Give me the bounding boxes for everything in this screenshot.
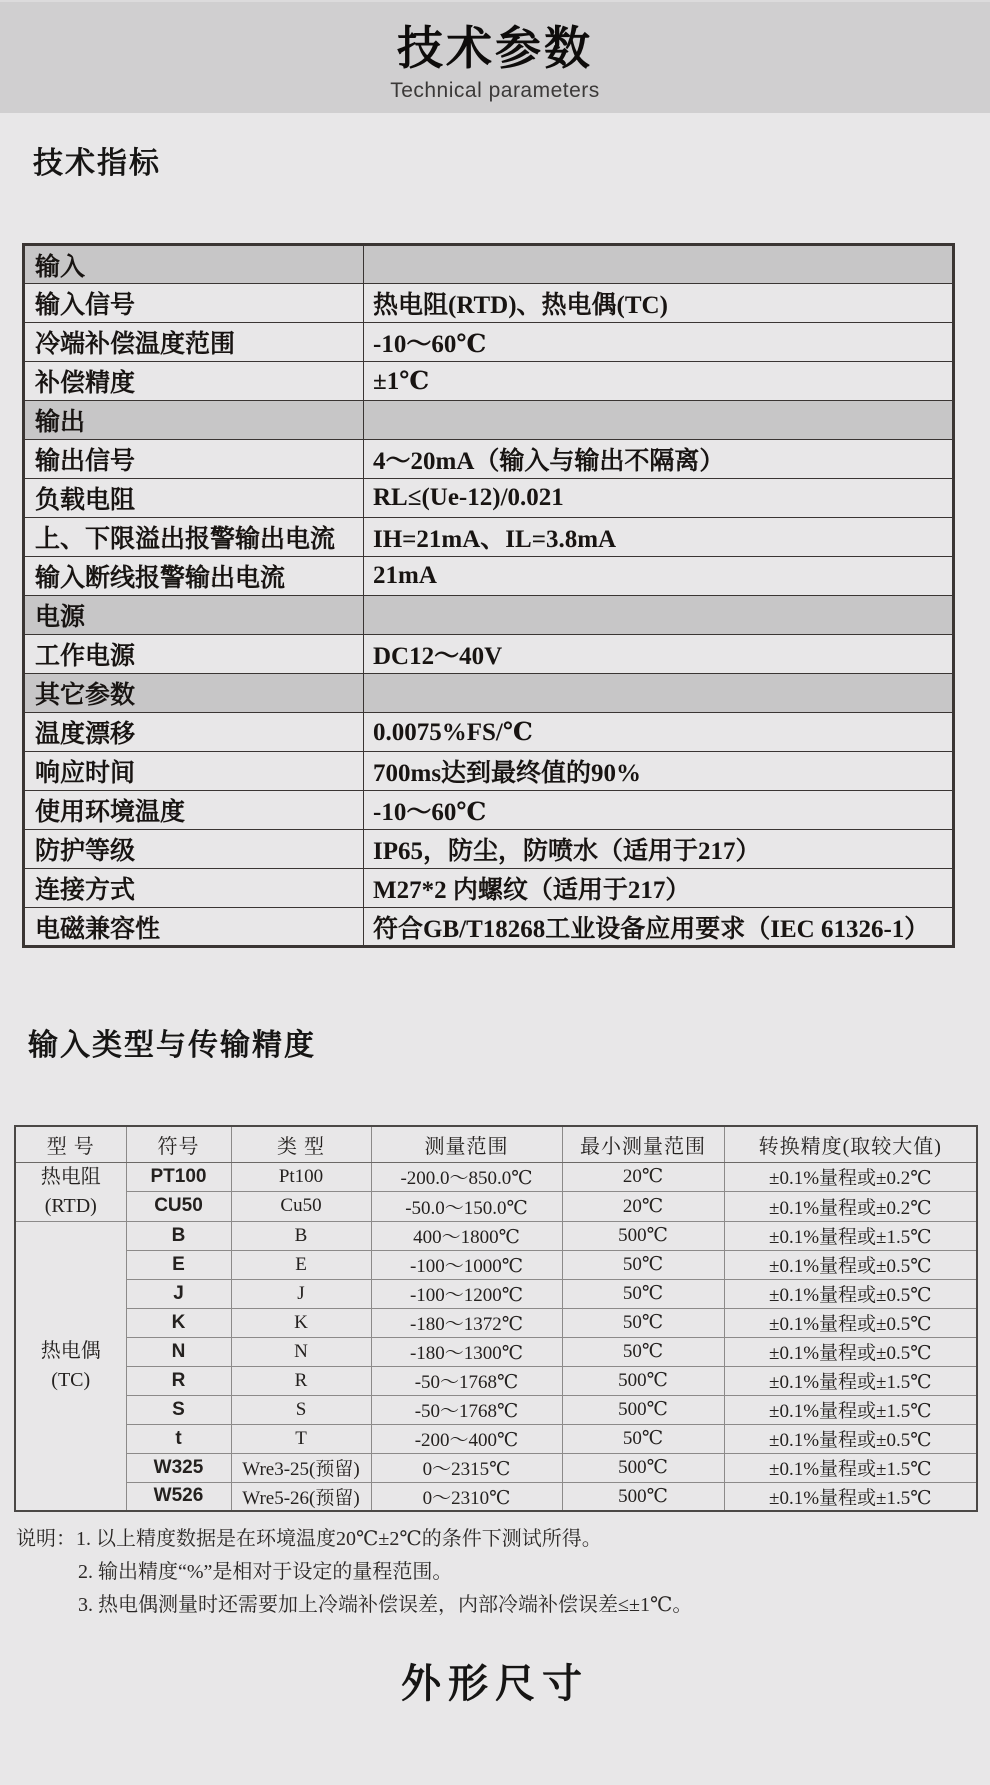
spec-value: 4～20mA（输入与输出不隔离）	[364, 440, 954, 479]
spec-value: IH=21mA、IL=3.8mA	[364, 518, 954, 557]
accuracy-header-row	[15, 1126, 977, 1162]
cell-range: -50.0～150.0℃	[371, 1192, 562, 1222]
spec-value: 21mA	[364, 557, 954, 596]
cell-accuracy: ±0.1%量程或±0.2℃	[724, 1192, 977, 1222]
page-banner	[0, 0, 990, 113]
cell-symbol: B	[126, 1221, 231, 1250]
cell-symbol: K	[126, 1308, 231, 1337]
spec-label: 输入断线报警输出电流	[24, 557, 364, 596]
cell-type: B	[231, 1221, 371, 1250]
cell-type: K	[231, 1308, 371, 1337]
cell-accuracy: ±0.1%量程或±1.5℃	[724, 1482, 977, 1511]
accuracy-row	[15, 1279, 977, 1308]
cell-accuracy: ±0.1%量程或±0.5℃	[724, 1279, 977, 1308]
accuracy-row	[15, 1424, 977, 1453]
spec-section-label: 输入	[24, 245, 364, 284]
spec-label: 工作电源	[24, 635, 364, 674]
spec-value: DC12～40V	[364, 635, 954, 674]
notes-block	[16, 1523, 966, 1622]
cell-symbol: PT100	[126, 1162, 231, 1192]
accuracy-row	[15, 1192, 977, 1222]
cell-range: -180～1372℃	[371, 1308, 562, 1337]
cell-min-range: 50℃	[562, 1424, 724, 1453]
spec-row	[24, 791, 954, 830]
cell-min-range: 20℃	[562, 1192, 724, 1222]
spec-value: -10～60℃	[364, 323, 954, 362]
cell-accuracy: ±0.1%量程或±1.5℃	[724, 1453, 977, 1482]
spec-section-label: 输出	[24, 401, 364, 440]
col-header-accuracy: 转换精度(取较大值)	[724, 1126, 977, 1162]
spec-table	[22, 243, 955, 948]
spec-label: 输入信号	[24, 284, 364, 323]
spec-value: IP65，防尘，防喷水（适用于217）	[364, 830, 954, 869]
spec-section-row	[24, 245, 954, 284]
spec-value: RL≤(Ue-12)/0.021	[364, 479, 954, 518]
cell-symbol: J	[126, 1279, 231, 1308]
spec-label: 响应时间	[24, 752, 364, 791]
spec-value: 热电阻(RTD)、热电偶(TC)	[364, 284, 954, 323]
col-header-model: 型 号	[15, 1126, 126, 1162]
cell-min-range: 500℃	[562, 1221, 724, 1250]
cell-type: Pt100	[231, 1162, 371, 1192]
note-line-3: 3. 热电偶测量时还需要加上冷端补偿误差，内部冷端补偿误差≤±1℃。	[78, 1594, 693, 1616]
cell-symbol: N	[126, 1337, 231, 1366]
spec-value: -10～60℃	[364, 791, 954, 830]
spec-section-label: 电源	[24, 596, 364, 635]
spec-label: 连接方式	[24, 869, 364, 908]
spec-label: 使用环境温度	[24, 791, 364, 830]
spec-value: 符合GB/T18268工业设备应用要求（IEC 61326-1）	[364, 908, 954, 947]
cell-accuracy: ±0.1%量程或±0.5℃	[724, 1337, 977, 1366]
cell-symbol: W526	[126, 1482, 231, 1511]
cell-type: N	[231, 1337, 371, 1366]
cell-symbol: CU50	[126, 1192, 231, 1222]
spec-section-blank	[364, 674, 954, 713]
cell-min-range: 500℃	[562, 1482, 724, 1511]
group-rtd	[15, 1162, 126, 1221]
spec-row	[24, 323, 954, 362]
spec-section-blank	[364, 401, 954, 440]
col-header-range: 测量范围	[371, 1126, 562, 1162]
spec-row	[24, 557, 954, 596]
cell-accuracy: ±0.1%量程或±1.5℃	[724, 1366, 977, 1395]
cell-range: -200～400℃	[371, 1424, 562, 1453]
note-line-1	[16, 1523, 966, 1556]
cell-accuracy: ±0.1%量程或±1.5℃	[724, 1395, 977, 1424]
cell-symbol: W325	[126, 1453, 231, 1482]
cell-accuracy: ±0.1%量程或±1.5℃	[724, 1221, 977, 1250]
spec-label: 冷端补偿温度范围	[24, 323, 364, 362]
col-header-type: 类 型	[231, 1126, 371, 1162]
cell-symbol: S	[126, 1395, 231, 1424]
spec-section-row	[24, 596, 954, 635]
spec-section-blank	[364, 596, 954, 635]
section-title-dimensions: 外形尺寸	[401, 1662, 589, 1706]
spec-section-label: 其它参数	[24, 674, 364, 713]
col-header-symbol: 符号	[126, 1126, 231, 1162]
spec-row	[24, 635, 954, 674]
spec-label: 电磁兼容性	[24, 908, 364, 947]
cell-symbol: E	[126, 1250, 231, 1279]
spec-label: 输出信号	[24, 440, 364, 479]
accuracy-row	[15, 1162, 977, 1192]
spec-label: 温度漂移	[24, 713, 364, 752]
cell-range: 400～1800℃	[371, 1221, 562, 1250]
cell-accuracy: ±0.1%量程或±0.5℃	[724, 1424, 977, 1453]
accuracy-row	[15, 1482, 977, 1511]
accuracy-table	[14, 1125, 978, 1512]
cell-type: J	[231, 1279, 371, 1308]
spec-row	[24, 440, 954, 479]
spec-label: 上、下限溢出报警输出电流	[24, 518, 364, 557]
accuracy-row	[15, 1366, 977, 1395]
spec-value: 700ms达到最终值的90%	[364, 752, 954, 791]
cell-accuracy: ±0.1%量程或±0.5℃	[724, 1250, 977, 1279]
spec-row	[24, 362, 954, 401]
cell-type: Wre3-25(预留)	[231, 1453, 371, 1482]
cell-type: Cu50	[231, 1192, 371, 1222]
section-title-input-types: 输入类型与传输精度	[28, 1029, 316, 1062]
cell-range: -50～1768℃	[371, 1395, 562, 1424]
spec-row	[24, 713, 954, 752]
cell-type: Wre5-26(预留)	[231, 1482, 371, 1511]
cell-accuracy: ±0.1%量程或±0.2℃	[724, 1162, 977, 1192]
accuracy-row	[15, 1453, 977, 1482]
spec-row	[24, 908, 954, 947]
cell-type: R	[231, 1366, 371, 1395]
group-rtd-name: 热电阻	[40, 1165, 101, 1188]
cell-min-range: 50℃	[562, 1308, 724, 1337]
group-rtd-abbr: (RTD)	[44, 1194, 97, 1217]
spec-row	[24, 869, 954, 908]
col-header-min-range: 最小测量范围	[562, 1126, 724, 1162]
page-subtitle: Technical parameters	[390, 79, 600, 102]
group-tc-name: 热电偶	[40, 1339, 101, 1362]
note-1-text: 1. 以上精度数据是在环境温度20℃±2℃的条件下测试所得。	[76, 1528, 602, 1550]
accuracy-row	[15, 1395, 977, 1424]
spec-section-row	[24, 674, 954, 713]
accuracy-row	[15, 1250, 977, 1279]
cell-type: S	[231, 1395, 371, 1424]
cell-min-range: 500℃	[562, 1395, 724, 1424]
section-title-technical-indicators: 技术指标	[33, 147, 161, 180]
cell-range: 0～2310℃	[371, 1482, 562, 1511]
accuracy-row	[15, 1308, 977, 1337]
cell-accuracy: ±0.1%量程或±0.5℃	[724, 1308, 977, 1337]
cell-min-range: 50℃	[562, 1337, 724, 1366]
cell-min-range: 50℃	[562, 1279, 724, 1308]
spec-row	[24, 830, 954, 869]
group-tc	[15, 1221, 126, 1511]
accuracy-row	[15, 1337, 977, 1366]
spec-label: 负载电阻	[24, 479, 364, 518]
spec-value: ±1℃	[364, 362, 954, 401]
cell-range: 0～2315℃	[371, 1453, 562, 1482]
spec-row	[24, 479, 954, 518]
cell-range: -50～1768℃	[371, 1366, 562, 1395]
cell-min-range: 50℃	[562, 1250, 724, 1279]
cell-type: T	[231, 1424, 371, 1453]
cell-range: -100～1000℃	[371, 1250, 562, 1279]
accuracy-row	[15, 1221, 977, 1250]
notes-prefix: 说明：	[16, 1528, 76, 1550]
cell-symbol: R	[126, 1366, 231, 1395]
spec-section-row	[24, 401, 954, 440]
cell-min-range: 500℃	[562, 1366, 724, 1395]
cell-range: -200.0～850.0℃	[371, 1162, 562, 1192]
spec-label: 防护等级	[24, 830, 364, 869]
cell-range: -180～1300℃	[371, 1337, 562, 1366]
spec-label: 补偿精度	[24, 362, 364, 401]
spec-row	[24, 518, 954, 557]
spec-value: M27*2 内螺纹（适用于217）	[364, 869, 954, 908]
cell-range: -100～1200℃	[371, 1279, 562, 1308]
cell-min-range: 20℃	[562, 1162, 724, 1192]
spec-section-blank	[364, 245, 954, 284]
note-line-2: 2. 输出精度“%”是相对于设定的量程范围。	[78, 1561, 453, 1583]
page-title: 技术参数	[397, 22, 593, 74]
spec-row	[24, 752, 954, 791]
cell-symbol: t	[126, 1424, 231, 1453]
cell-type: E	[231, 1250, 371, 1279]
group-tc-abbr: (TC)	[51, 1368, 91, 1391]
cell-min-range: 500℃	[562, 1453, 724, 1482]
spec-row	[24, 284, 954, 323]
spec-value: 0.0075%FS/℃	[364, 713, 954, 752]
